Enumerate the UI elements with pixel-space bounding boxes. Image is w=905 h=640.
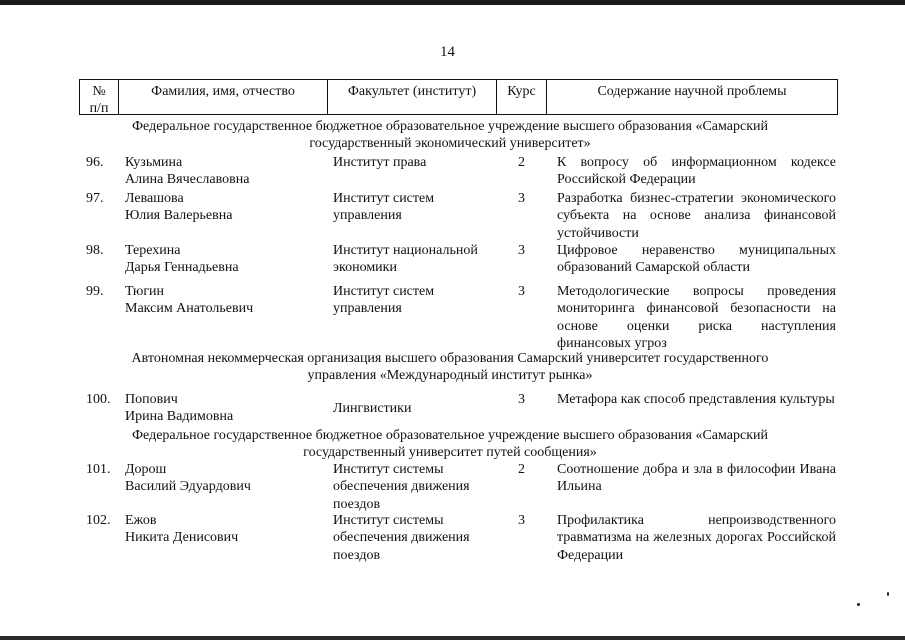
row-98-faculty: Институт национальной экономики (333, 243, 478, 276)
scan-speck (887, 592, 889, 596)
row-102-faculty: Институт системы обеспечения движения поездов (333, 513, 470, 563)
row-97-course: 3 (518, 191, 525, 206)
row-101-num: 101. (86, 462, 111, 477)
header-name: Фамилия, имя, отчество (118, 79, 328, 115)
row-101-course: 2 (518, 462, 525, 477)
row-101-topic: Соотношение добра и зла в философии Ивана Ильина (557, 462, 836, 495)
row-98-name: Терехина Дарья Геннадьевна (125, 243, 239, 276)
org-heading-3: Федеральное государственное бюджетное образовательное учреждение высшего образования «Самарский государственный университет путей сообщения» (132, 428, 768, 461)
page-number: 14 (440, 44, 455, 60)
row-101-name: Дорош Василий Эдуардович (125, 462, 251, 495)
row-99-topic: Методологические вопросы проведения мониторинга финансовой безопасности на основе оценки риска наступления финансовых угроз (557, 284, 836, 351)
row-100-num: 100. (86, 392, 111, 407)
row-101-faculty: Институт системы обеспечения движения поездов (333, 462, 470, 512)
row-102-num: 102. (86, 513, 111, 528)
row-102-topic: Профилактика непроизводственного травматизма на железных дорогах Российской Федерации (557, 513, 836, 563)
row-99-name: Тюгин Максим Анатольевич (125, 284, 254, 317)
header-num: № п/п (79, 79, 119, 115)
row-96-name: Кузьмина Алина Вячеславовна (125, 155, 250, 188)
row-98-topic: Цифровое неравенство муниципальных образований Самарской области (557, 243, 836, 276)
row-100-faculty: Лингвистики (333, 401, 412, 416)
row-100-name: Попович Ирина Вадимовна (125, 392, 234, 425)
row-97-faculty: Институт систем управления (333, 191, 435, 224)
header-topic: Содержание научной проблемы (546, 79, 838, 115)
row-99-faculty: Институт систем управления (333, 284, 435, 317)
scan-bottom-border (0, 636, 905, 640)
row-99-num: 99. (86, 284, 104, 299)
row-97-name: Левашова Юлия Валерьевна (125, 191, 233, 224)
row-96-topic: К вопросу об информационном кодексе Российской Федерации (557, 155, 836, 188)
row-100-course: 3 (518, 392, 525, 407)
row-102-course: 3 (518, 513, 525, 528)
row-98-num: 98. (86, 243, 104, 258)
row-97-num: 97. (86, 191, 104, 206)
scan-speck (857, 603, 860, 606)
row-96-faculty: Институт права (333, 155, 427, 170)
row-102-name: Ежов Никита Денисович (125, 513, 239, 546)
org-heading-1: Федеральное государственное бюджетное образовательное учреждение высшего образования «Самарский государственный экономический университет» (132, 119, 768, 152)
org-heading-2: Автономная некоммерческая организация высшего образования Самарский университет государственного управления «Международный институт рынка» (131, 351, 769, 384)
row-98-course: 3 (518, 243, 525, 258)
row-96-num: 96. (86, 155, 104, 170)
row-99-course: 3 (518, 284, 525, 299)
header-course: Курс (496, 79, 547, 115)
scan-top-border (0, 0, 905, 5)
row-100-topic: Метафора как способ представления культуры (557, 392, 835, 407)
row-97-topic: Разработка бизнес-стратегии экономического субъекта на основе анализа финансовой устойчивости (557, 191, 836, 241)
row-96-course: 2 (518, 155, 525, 170)
header-faculty: Факультет (институт) (327, 79, 497, 115)
